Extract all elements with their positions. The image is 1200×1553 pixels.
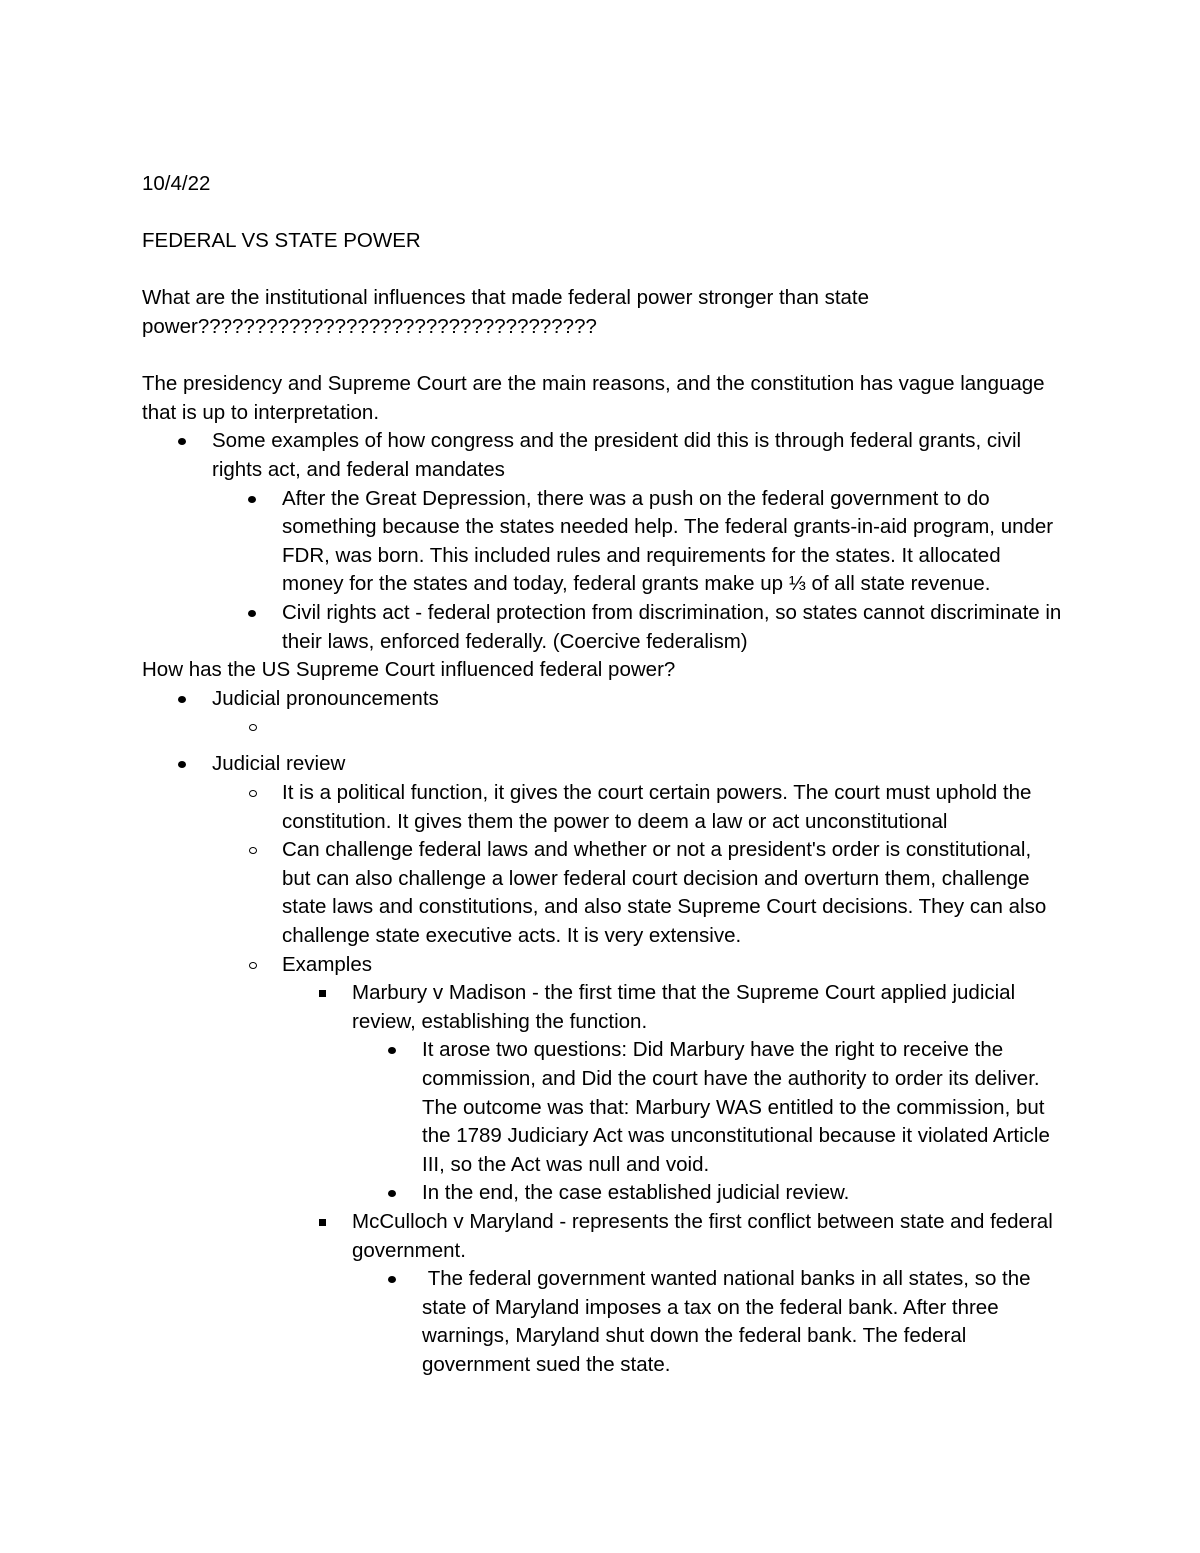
list-item — [352, 1179, 1062, 1208]
bullet-circle-icon — [212, 713, 282, 742]
bullet-disc-icon — [142, 427, 212, 456]
list-item-text: Judicial review — [212, 752, 346, 776]
list-item — [282, 1208, 1062, 1380]
page-title: FEDERAL VS STATE POWER — [142, 229, 421, 253]
bullet-disc-icon — [212, 485, 282, 514]
list-item-text: Can challenge federal laws and whether or not a president's order is constitutional, but can also challenge a lower federal court decision and overturn them, challenge state laws and constitutions, and also state Supreme Court decisions. They can also challenge state executive acts. It is very extensive. — [282, 838, 1047, 948]
list-item-text: It is a political function, it gives the court certain powers. The court must uphold the constitution. It gives them the power to deem a law or act unconstitutional — [282, 781, 1032, 833]
question-institutional-influences: What are the institutional influences that made federal power stronger than state power??????????????????????????????????? — [142, 286, 870, 338]
list-item-text: McCulloch v Maryland - represents the first conflict between state and federal government. — [352, 1209, 1053, 1262]
list-item-text: Examples — [282, 952, 373, 976]
examples-sublist — [282, 979, 1062, 1379]
bullet-circle-icon — [212, 836, 282, 865]
section1-sublist — [212, 485, 1062, 657]
list-item — [212, 485, 1062, 599]
question-supreme-court: How has the US Supreme Court influenced federal power? — [142, 658, 676, 682]
bullet-disc-icon — [142, 685, 212, 714]
judicial-pronouncements-sublist — [212, 713, 1062, 750]
list-item — [142, 427, 1062, 656]
list-item — [212, 779, 1062, 836]
document-page — [142, 170, 1062, 1380]
section2-list — [142, 685, 1062, 1380]
note-date: 10/4/22 — [142, 172, 211, 195]
intro-paragraph: The presidency and Supreme Court are the main reasons, and the constitution has vague language that is up to interpretation. — [142, 372, 1045, 424]
blank-line — [142, 342, 1062, 371]
list-item-text: Civil rights act - federal protection from discrimination, so states cannot discriminate in their laws, enforced federally. (Coercive federalism) — [282, 600, 1062, 653]
bullet-disc-icon — [352, 1036, 422, 1065]
bullet-disc-icon — [142, 750, 212, 779]
list-item — [142, 685, 1062, 751]
list-item-text: After the Great Depression, there was a push on the federal government to do something because the states needed help. The federal grants-in-aid program, under FDR, was born. This included rules and requirements for the states. It allocated money for the states and today, federal grants make up ⅓ of all state revenue. — [282, 486, 1054, 596]
list-item — [212, 713, 1062, 750]
list-item-text: Judicial pronouncements — [212, 686, 439, 710]
list-item — [282, 979, 1062, 1208]
list-item-text: The federal government wanted national banks in all states, so the state of Maryland imposes a tax on the federal bank. After three warnings, Maryland shut down the federal bank. The federal government sued the state. — [422, 1267, 1037, 1376]
bullet-circle-icon — [212, 779, 282, 808]
list-item — [212, 951, 1062, 1380]
bullet-disc-icon — [352, 1179, 422, 1208]
mcculloch-points — [352, 1265, 1062, 1379]
bullet-disc-icon — [212, 599, 282, 628]
list-item-text: Marbury v Madison - the first time that the Supreme Court applied judicial review, establishing the function. — [352, 981, 1016, 1033]
list-item-text: It arose two questions: Did Marbury have the right to receive the commission, and Did the court have the authority to order its deliver. The outcome was that: Marbury WAS entitled to the commission, but the 1789 Judiciary Act was unconstitutional because it violated Article III, so the Act was null and void. — [422, 1038, 1050, 1176]
blank-line — [142, 256, 1062, 285]
list-item-text: Some examples of how congress and the president did this is through federal grants, civil rights act, and federal mandates — [212, 429, 1022, 481]
bullet-disc-icon — [352, 1265, 422, 1294]
list-item — [352, 1265, 1062, 1379]
bullet-circle-icon — [212, 951, 282, 980]
list-item — [212, 836, 1062, 950]
bullet-square-icon — [282, 1208, 352, 1237]
list-item-text: In the end, the case established judicial review. — [422, 1181, 850, 1205]
list-item — [352, 1036, 1062, 1179]
list-item — [212, 599, 1062, 656]
bullet-square-icon — [282, 979, 352, 1008]
blank-line — [142, 199, 1062, 228]
section1-list — [142, 427, 1062, 656]
marbury-points — [352, 1036, 1062, 1208]
list-item — [142, 750, 1062, 1379]
judicial-review-sublist — [212, 779, 1062, 1379]
